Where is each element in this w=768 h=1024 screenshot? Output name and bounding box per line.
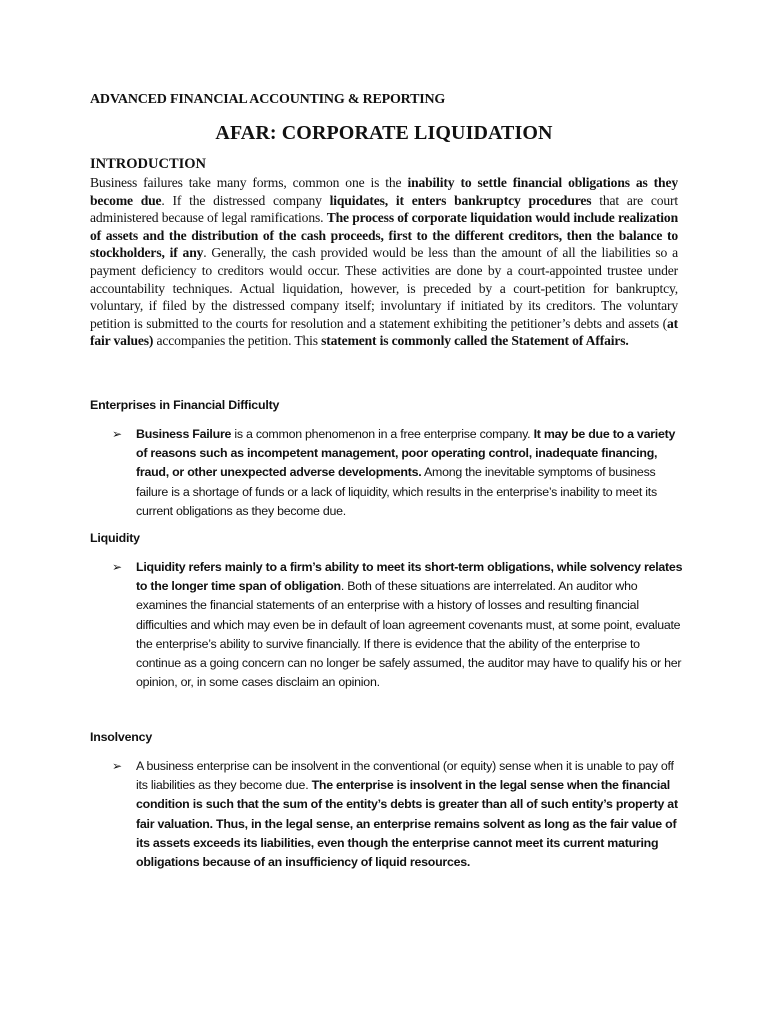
bold-text-run: The enterprise is insolvent in the legal sense when the financial condition is such that the sum of the entity’s debts is greater than all of such entity’s property at fair valuation. Thus, in the legal sense, an enterprise remains solvent as long as the fair value of its assets exceeds its liabilities, even though the enterprise cannot meet its current maturing obligations because of an insufficiency of liquid resources. [136, 778, 678, 870]
page-title: AFAR: CORPORATE LIQUIDATION [215, 122, 553, 144]
bullet-text-liquidity [136, 558, 686, 692]
section-heading-financial-difficulty: Enterprises in Financial Difficulty [90, 398, 280, 412]
text-run: . Both of these situations are interrelated. An auditor who examines the financial statements of an enterprise with a history of losses and resulting financial difficulties and which may even be in default of loan agreement covenants must, at some point, evaluate the enterprise’s ability to survive financially. If there is evidence that the ability of the enterprise to continue as a going concern can no longer be safely assumed, the auditor may have to qualify his or her opinion, or, in some cases disclaim an opinion. [136, 579, 682, 690]
text-run: is a common phenomenon in a free enterprise company. [231, 427, 534, 441]
text-run: that are court administered because of legal ramifications. [90, 192, 678, 226]
course-title: ADVANCED FINANCIAL ACCOUNTING & REPORTING [90, 92, 446, 107]
text-run: . Generally, the cash provided would be less than the amount of all the liabilities so a payment deficiency to creditors would occur. These activities are done by a court-appointed trustee under accountability techniques. Actual liquidation, however, is preceded by a court-petition for bankruptcy, voluntary, if filed by the distressed company itself; involuntary if initiated by its creditors. The voluntary petition is submitted to the courts for resolution and a statement exhibiting the petitioner’s debts and assets ( [90, 245, 678, 331]
text-run: accompanies the petition. This [153, 333, 322, 349]
text-run: . If the distressed company [161, 192, 330, 208]
arrow-bullet-icon: ➢ [112, 759, 123, 773]
bold-text-run: Liquidity refers mainly to a firm’s ability to meet its short-term obligations, while solvency relates to the longer time span of obligation [136, 560, 683, 594]
bold-text-run: liquidates, it enters bankruptcy procedures [329, 192, 592, 208]
bold-text-run: It may be due to a variety of reasons such as incompetent management, poor operating control, inadequate financing, fraud, or other unexpected adverse developments. [136, 427, 676, 480]
text-run: A business enterprise can be insolvent in the conventional (or equity) sense when it is unable to pay off its liabilities as they become due. [136, 759, 674, 793]
bold-text-run: The process of corporate liquidation would include realization of assets and the distribution of the cash proceeds, first to the different creditors, then the balance to stockholders, if any [90, 210, 678, 261]
intro-paragraph [90, 174, 678, 350]
bold-text-run: Business Failure [136, 427, 232, 441]
bold-text-run: at fair values) [90, 315, 678, 349]
section-heading-liquidity: Liquidity [90, 531, 140, 545]
intro-heading: INTRODUCTION [90, 156, 207, 172]
text-run: Among the inevitable symptoms of business failure is a shortage of funds or a lack of liquidity, which results in the enterprise’s inability to meet its current obligations as they become due. [136, 465, 657, 518]
text-run: Business failures take many forms, common one is the [90, 175, 408, 190]
bold-text-run: statement is commonly called the Statement of Affairs. [321, 333, 629, 349]
arrow-bullet-icon: ➢ [112, 560, 123, 574]
bullet-text-insolvency [136, 757, 686, 872]
bullet-text-business-failure [136, 425, 686, 521]
arrow-bullet-icon: ➢ [112, 427, 123, 441]
bold-text-run: inability to settle financial obligations as they become due [90, 175, 678, 208]
section-heading-insolvency: Insolvency [90, 730, 153, 744]
